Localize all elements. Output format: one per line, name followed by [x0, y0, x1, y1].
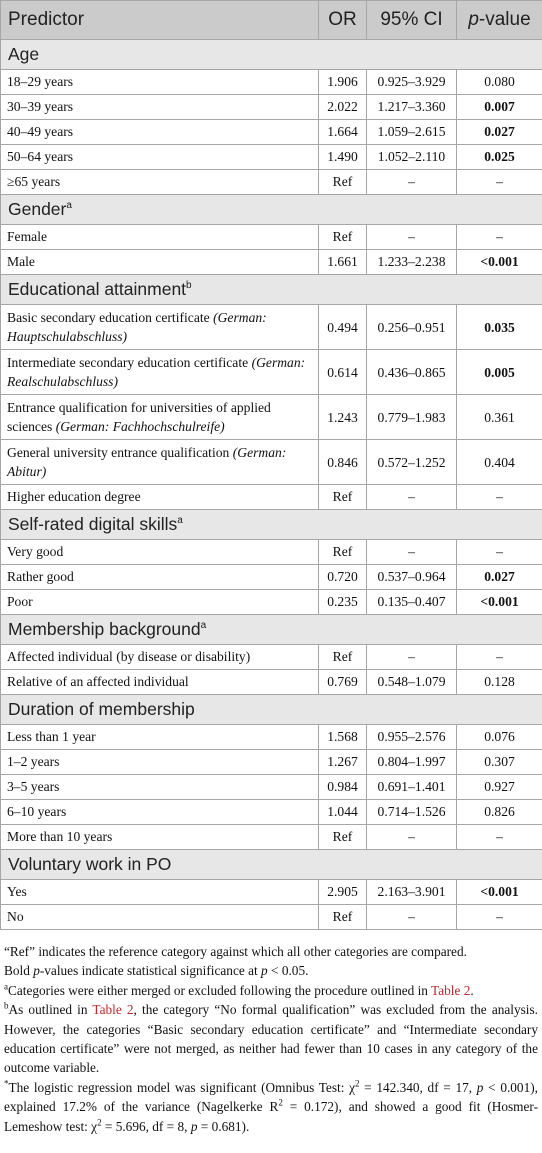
predictor-cell: 3–5 years: [1, 775, 319, 800]
or-cell: 1.267: [319, 750, 367, 775]
predictor-cell: Female: [1, 225, 319, 250]
predictor-cell: 30–39 years: [1, 95, 319, 120]
predictor-cell: 40–49 years: [1, 120, 319, 145]
table-row: [1, 670, 542, 695]
ci-cell: 0.691–1.401: [367, 775, 457, 800]
or-cell: Ref: [319, 825, 367, 850]
or-cell: Ref: [319, 170, 367, 195]
predictor-cell: Very good: [1, 540, 319, 565]
p-value-cell: 0.128: [457, 670, 542, 695]
ci-cell: –: [367, 645, 457, 670]
or-cell: 1.661: [319, 250, 367, 275]
ci-cell: 0.955–2.576: [367, 725, 457, 750]
ci-cell: 0.135–0.407: [367, 590, 457, 615]
p-value-cell: 0.005: [457, 350, 542, 395]
p-value-cell: 0.027: [457, 565, 542, 590]
footnote-bold: Bold p-values indicate statistical significance at p < 0.05.: [4, 963, 309, 979]
p-value-cell: 0.927: [457, 775, 542, 800]
table-row: [1, 70, 542, 95]
p-value-cell: –: [457, 170, 542, 195]
p-value-cell: 0.076: [457, 725, 542, 750]
predictor-cell: 50–64 years: [1, 145, 319, 170]
or-cell: 1.243: [319, 395, 367, 440]
predictor-cell: Entrance qualification for universities of applied sciences (German: Fachhochschulreife): [1, 395, 319, 440]
table-row: [1, 645, 542, 670]
ci-cell: 1.059–2.615: [367, 120, 457, 145]
ci-cell: –: [367, 170, 457, 195]
p-value-cell: 0.027: [457, 120, 542, 145]
table-row: [1, 590, 542, 615]
p-value-cell: 0.826: [457, 800, 542, 825]
table-row: [1, 880, 542, 905]
ci-cell: 0.714–1.526: [367, 800, 457, 825]
ci-cell: 0.436–0.865: [367, 350, 457, 395]
table-row: [1, 540, 542, 565]
p-value-cell: 0.025: [457, 145, 542, 170]
table-row: [1, 440, 542, 485]
predictor-cell: Relative of an affected individual: [1, 670, 319, 695]
ci-cell: 0.572–1.252: [367, 440, 457, 485]
section-title: Educational attainment$^b$: [1, 275, 542, 305]
table-row: [1, 725, 542, 750]
p-value-cell: –: [457, 540, 542, 565]
ci-cell: 0.548–1.079: [367, 670, 457, 695]
footnote-ref: “Ref” indicates the reference category against which all other categories are compared.: [4, 944, 467, 959]
or-cell: 0.769: [319, 670, 367, 695]
footnote-b: $^b$As outlined in Table 2, the category “No formal qualification” was excluded from the analysis. However, the categories “Basic secondary education certificate” and “Intermediate secondary education certificate” were not merged, as neither had fewer than 10 cases in any category of the outcome variable.: [4, 1000, 538, 1076]
ci-cell: 0.256–0.951: [367, 305, 457, 350]
header-ci: 95% CI: [367, 1, 457, 40]
footnote-marker: a: [177, 515, 183, 527]
p-value-cell: <0.001: [457, 880, 542, 905]
header-or: OR: [319, 1, 367, 40]
or-cell: 0.984: [319, 775, 367, 800]
p-value-cell: –: [457, 225, 542, 250]
or-cell: 0.235: [319, 590, 367, 615]
table-2-link[interactable]: Table 2: [92, 1002, 134, 1018]
section-header-row: [1, 195, 542, 225]
footnote-marker: a: [200, 620, 207, 632]
or-cell: Ref: [319, 905, 367, 930]
table-row: [1, 775, 542, 800]
footnote-model: *The logistic regression model was significant (Omnibus Test: $\chi^2 = 142.340$, df = 17, p < 0.001), explained 17.2% of the variance (Nagelkerke $R^2 = 0.172$), and showed a good fit (Hosmer-Lemeshow test: $\chi^2 = 5.696$, df = 8, p = 0.681).: [4, 1078, 539, 1134]
or-cell: Ref: [319, 225, 367, 250]
predictor-cell: 6–10 years: [1, 800, 319, 825]
table-row: [1, 565, 542, 590]
header-predictor: Predictor: [1, 1, 319, 40]
p-value-cell: –: [457, 485, 542, 510]
p-value-cell: 0.361: [457, 395, 542, 440]
predictor-cell: ≥65 years: [1, 170, 319, 195]
ci-cell: 1.217–3.360: [367, 95, 457, 120]
ci-cell: –: [367, 905, 457, 930]
or-cell: 2.905: [319, 880, 367, 905]
ci-cell: 0.925–3.929: [367, 70, 457, 95]
table-row: [1, 750, 542, 775]
p-value-cell: –: [457, 905, 542, 930]
table-row: [1, 395, 542, 440]
p-value-cell: 0.035: [457, 305, 542, 350]
ci-cell: –: [367, 540, 457, 565]
p-value-cell: 0.404: [457, 440, 542, 485]
section-title: Age: [1, 40, 542, 70]
table-row: [1, 305, 542, 350]
or-cell: 2.022: [319, 95, 367, 120]
table-2-link[interactable]: Table 2: [431, 982, 471, 998]
section-title: Gender$^a$: [1, 195, 542, 225]
section-title: Duration of membership: [1, 695, 542, 725]
p-value-cell: <0.001: [457, 250, 542, 275]
table-footnotes: [0, 930, 542, 1136]
predictor-cell: Intermediate secondary education certificate (German: Realschulabschluss): [1, 350, 319, 395]
or-cell: 1.568: [319, 725, 367, 750]
predictor-cell: General university entrance qualification (German: Abitur): [1, 440, 319, 485]
or-cell: 0.846: [319, 440, 367, 485]
predictor-cell: No: [1, 905, 319, 930]
table-row: [1, 120, 542, 145]
table-row: [1, 485, 542, 510]
section-header-row: [1, 615, 542, 645]
section-header-row: [1, 695, 542, 725]
table-row: [1, 825, 542, 850]
p-value-cell: –: [457, 825, 542, 850]
footnote-marker: b: [186, 280, 192, 292]
table-row: [1, 170, 542, 195]
ci-cell: 0.537–0.964: [367, 565, 457, 590]
header-p-value: p-value: [457, 1, 542, 40]
section-header-row: [1, 510, 542, 540]
table-row: [1, 145, 542, 170]
ci-cell: –: [367, 825, 457, 850]
section-title: Voluntary work in PO: [1, 850, 542, 880]
section-header-row: [1, 850, 542, 880]
p-value-cell: 0.307: [457, 750, 542, 775]
ci-cell: 0.804–1.997: [367, 750, 457, 775]
predictor-cell: 1–2 years: [1, 750, 319, 775]
table-row: [1, 350, 542, 395]
predictor-cell: Poor: [1, 590, 319, 615]
section-header-row: [1, 40, 542, 70]
table-row: [1, 800, 542, 825]
section-header-row: [1, 275, 542, 305]
predictor-cell: Basic secondary education certificate (German: Hauptschulabschluss): [1, 305, 319, 350]
table-body: [1, 40, 542, 930]
ci-cell: –: [367, 485, 457, 510]
or-cell: Ref: [319, 645, 367, 670]
footnote-a: $^a$Categories were either merged or excluded following the procedure outlined in Table 2.: [4, 981, 474, 998]
ci-cell: –: [367, 225, 457, 250]
predictor-cell: More than 10 years: [1, 825, 319, 850]
predictor-cell: Higher education degree: [1, 485, 319, 510]
predictor-cell: Yes: [1, 880, 319, 905]
section-title: Self-rated digital skills$^a$: [1, 510, 542, 540]
table-header-row: [1, 1, 542, 40]
or-cell: 0.494: [319, 305, 367, 350]
or-cell: 1.044: [319, 800, 367, 825]
or-cell: Ref: [319, 540, 367, 565]
table-row: [1, 95, 542, 120]
predictor-cell: Male: [1, 250, 319, 275]
predictor-cell: Rather good: [1, 565, 319, 590]
or-cell: 0.614: [319, 350, 367, 395]
footnote-marker: a: [66, 200, 72, 212]
ci-cell: 2.163–3.901: [367, 880, 457, 905]
or-cell: 1.906: [319, 70, 367, 95]
ci-cell: 1.052–2.110: [367, 145, 457, 170]
table-row: [1, 250, 542, 275]
predictor-cell: 18–29 years: [1, 70, 319, 95]
table-row: [1, 225, 542, 250]
predictor-cell: Less than 1 year: [1, 725, 319, 750]
section-title: Membership background$^a$: [1, 615, 542, 645]
ci-cell: 1.233–2.238: [367, 250, 457, 275]
or-cell: Ref: [319, 485, 367, 510]
p-value-cell: 0.080: [457, 70, 542, 95]
p-value-cell: <0.001: [457, 590, 542, 615]
or-cell: 1.490: [319, 145, 367, 170]
or-cell: 0.720: [319, 565, 367, 590]
ci-cell: 0.779–1.983: [367, 395, 457, 440]
predictor-cell: Affected individual (by disease or disability): [1, 645, 319, 670]
p-value-cell: –: [457, 645, 542, 670]
or-cell: 1.664: [319, 120, 367, 145]
table-row: [1, 905, 542, 930]
p-value-cell: 0.007: [457, 95, 542, 120]
